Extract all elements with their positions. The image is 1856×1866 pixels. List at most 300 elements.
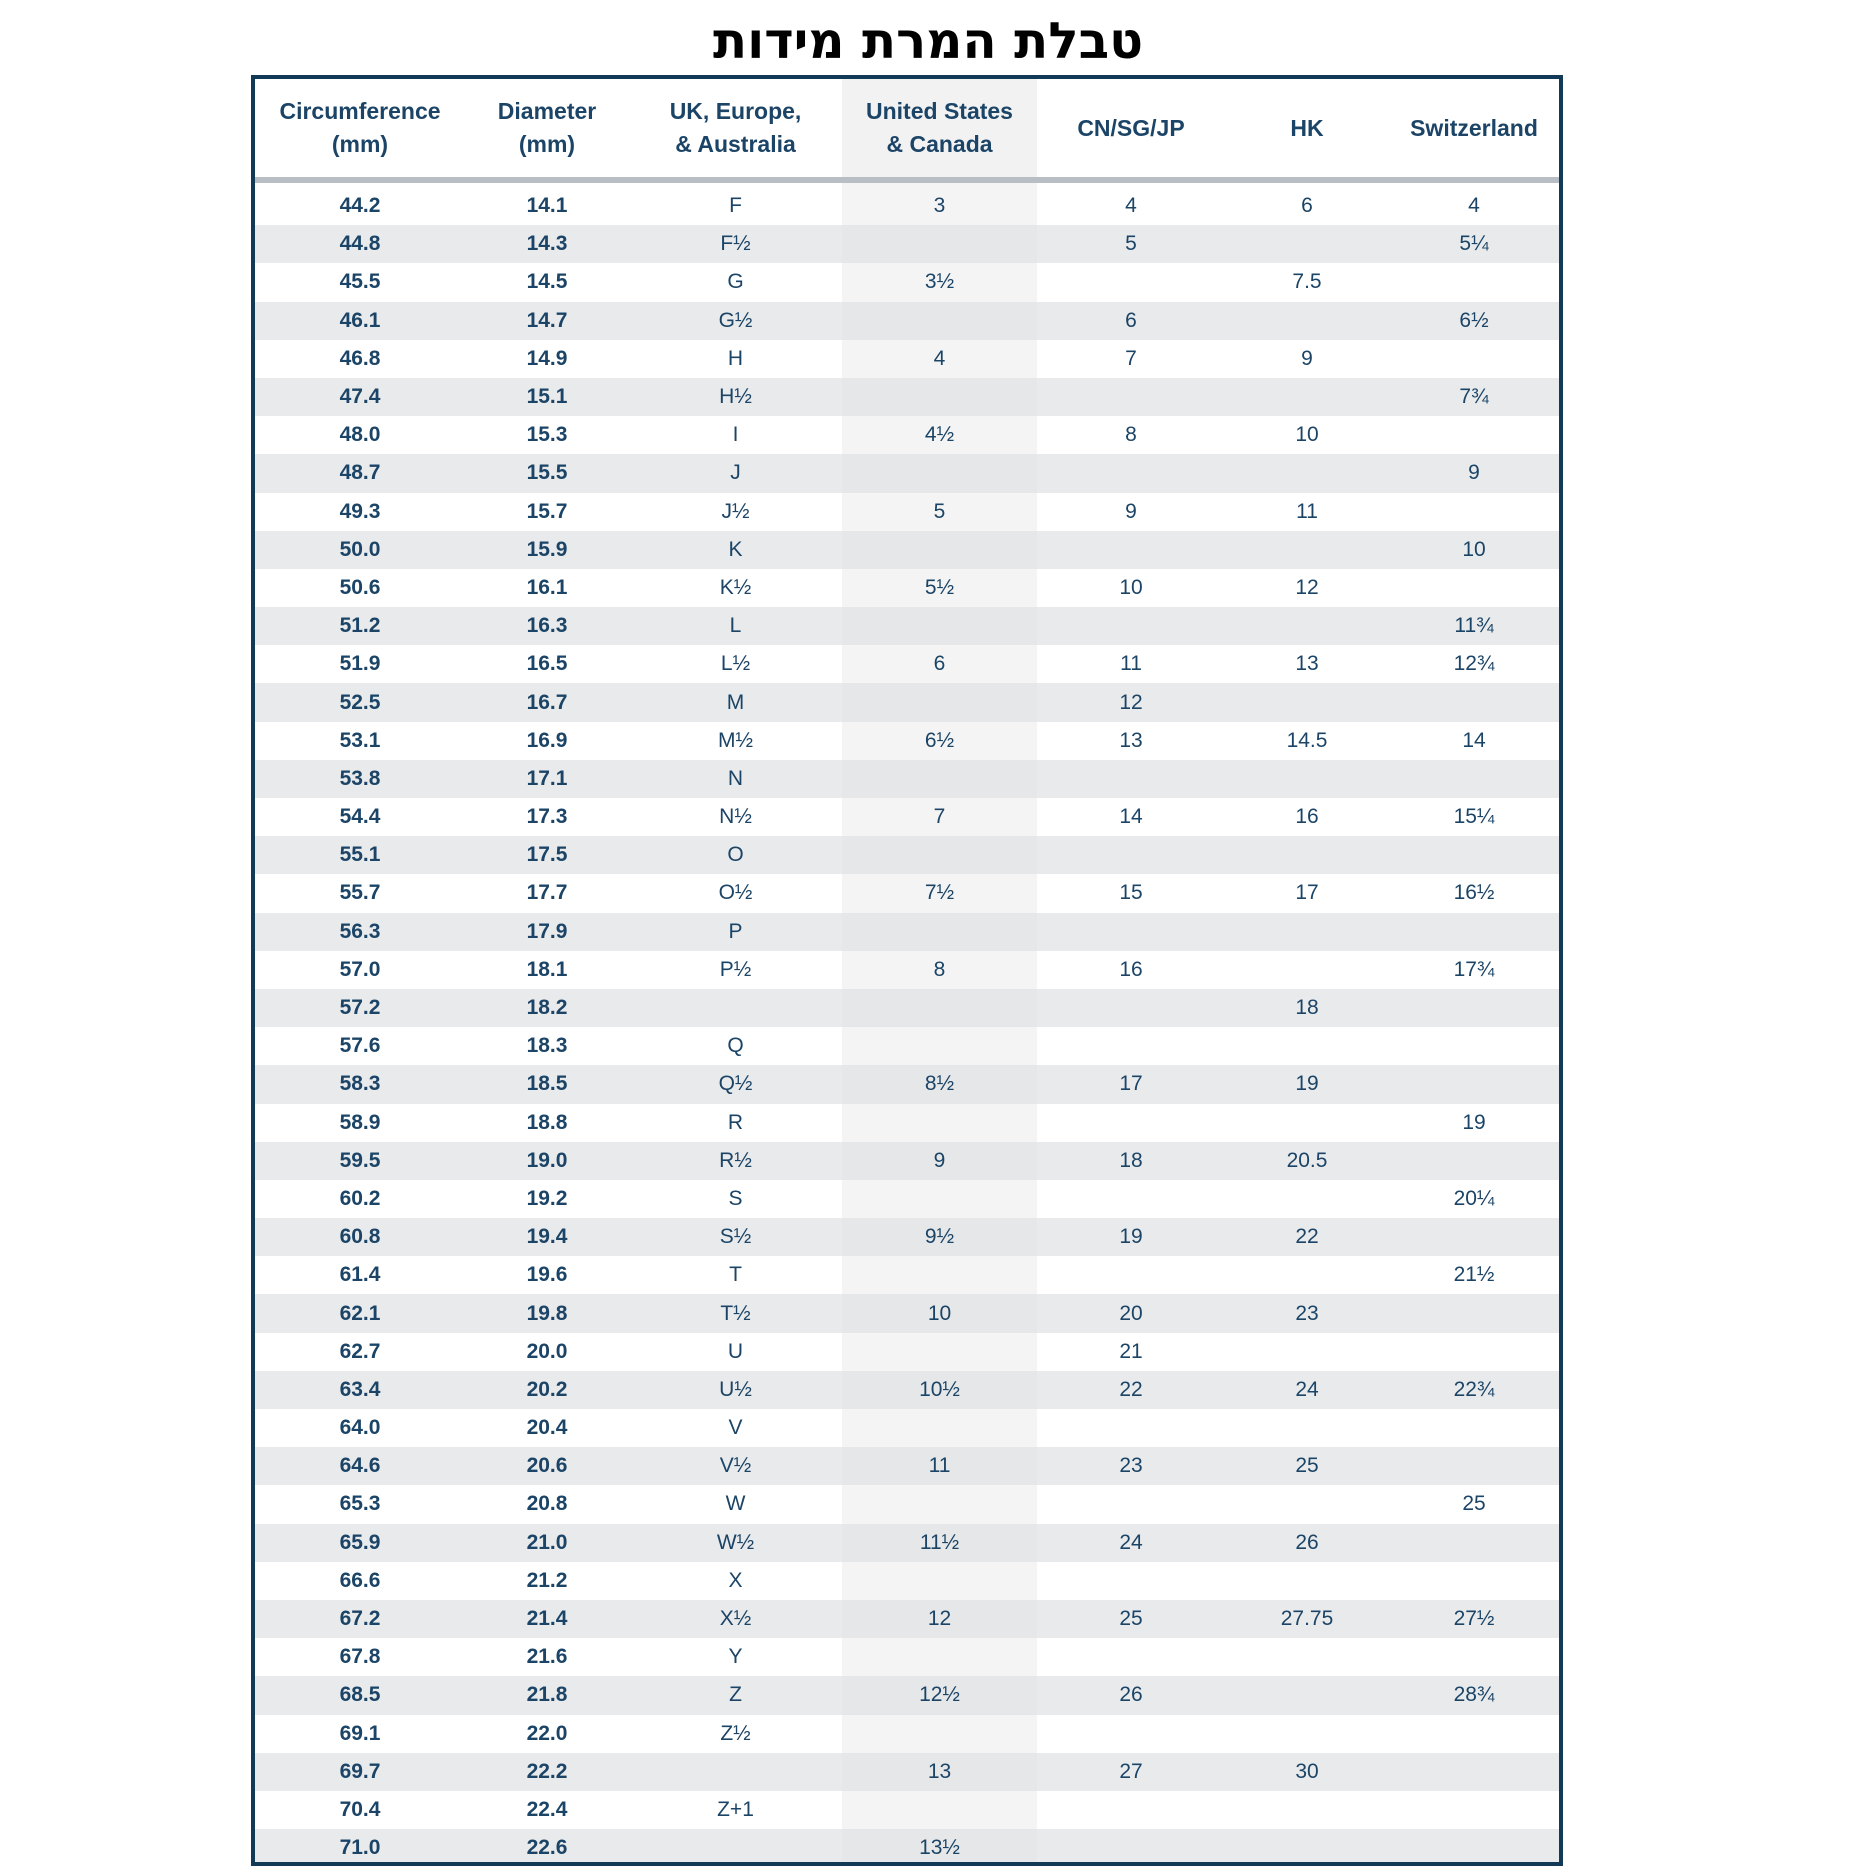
cell-sw: 22¾ bbox=[1389, 1371, 1559, 1409]
cell-hk: 24 bbox=[1225, 1371, 1389, 1409]
cell-uk: J bbox=[629, 454, 842, 492]
cell-sw bbox=[1389, 1715, 1559, 1753]
cell-hk bbox=[1225, 1409, 1389, 1447]
cell-circ: 51.2 bbox=[255, 607, 465, 645]
cell-diam: 18.5 bbox=[465, 1065, 629, 1103]
cell-uk: Z+1 bbox=[629, 1791, 842, 1829]
table-row bbox=[255, 1485, 1559, 1523]
cell-uk: N bbox=[629, 760, 842, 798]
cell-diam: 21.8 bbox=[465, 1676, 629, 1714]
cell-sw bbox=[1389, 1562, 1559, 1600]
table-row bbox=[255, 1104, 1559, 1142]
cell-diam: 18.8 bbox=[465, 1104, 629, 1142]
table-row bbox=[255, 1524, 1559, 1562]
cell-cn: 9 bbox=[1037, 493, 1225, 531]
cell-us bbox=[842, 760, 1037, 798]
cell-sw bbox=[1389, 263, 1559, 301]
cell-hk bbox=[1225, 913, 1389, 951]
cell-us: 12 bbox=[842, 1600, 1037, 1638]
cell-sw bbox=[1389, 1333, 1559, 1371]
cell-uk: P½ bbox=[629, 951, 842, 989]
table-row bbox=[255, 1562, 1559, 1600]
cell-sw bbox=[1389, 989, 1559, 1027]
cell-us: 9 bbox=[842, 1142, 1037, 1180]
cell-diam: 17.9 bbox=[465, 913, 629, 951]
table-row bbox=[255, 378, 1559, 416]
cell-hk bbox=[1225, 225, 1389, 263]
cell-circ: 48.0 bbox=[255, 416, 465, 454]
cell-cn bbox=[1037, 913, 1225, 951]
cell-sw: 16½ bbox=[1389, 874, 1559, 912]
cell-hk: 20.5 bbox=[1225, 1142, 1389, 1180]
cell-cn: 12 bbox=[1037, 683, 1225, 721]
cell-cn bbox=[1037, 1180, 1225, 1218]
table-row bbox=[255, 1600, 1559, 1638]
cell-diam: 20.2 bbox=[465, 1371, 629, 1409]
table-row bbox=[255, 607, 1559, 645]
cell-uk: S½ bbox=[629, 1218, 842, 1256]
cell-cn: 22 bbox=[1037, 1371, 1225, 1409]
cell-uk: X bbox=[629, 1562, 842, 1600]
column-header-line: & Canada bbox=[886, 131, 993, 157]
cell-sw: 27½ bbox=[1389, 1600, 1559, 1638]
table-row bbox=[255, 1753, 1559, 1791]
cell-diam: 18.2 bbox=[465, 989, 629, 1027]
cell-cn bbox=[1037, 607, 1225, 645]
table-row bbox=[255, 951, 1559, 989]
cell-diam: 19.4 bbox=[465, 1218, 629, 1256]
cell-hk bbox=[1225, 1027, 1389, 1065]
cell-us bbox=[842, 454, 1037, 492]
cell-circ: 59.5 bbox=[255, 1142, 465, 1180]
cell-circ: 65.3 bbox=[255, 1485, 465, 1523]
table-row bbox=[255, 836, 1559, 874]
table-row bbox=[255, 493, 1559, 531]
cell-hk bbox=[1225, 607, 1389, 645]
cell-uk: Z½ bbox=[629, 1715, 842, 1753]
cell-us bbox=[842, 1409, 1037, 1447]
cell-uk: O bbox=[629, 836, 842, 874]
cell-cn bbox=[1037, 263, 1225, 301]
cell-uk: R½ bbox=[629, 1142, 842, 1180]
cell-hk bbox=[1225, 1104, 1389, 1142]
table-row bbox=[255, 569, 1559, 607]
cell-us: 10 bbox=[842, 1294, 1037, 1332]
cell-hk bbox=[1225, 951, 1389, 989]
cell-sw bbox=[1389, 836, 1559, 874]
cell-hk bbox=[1225, 1562, 1389, 1600]
cell-diam: 17.7 bbox=[465, 874, 629, 912]
cell-uk: I bbox=[629, 416, 842, 454]
cell-circ: 64.0 bbox=[255, 1409, 465, 1447]
cell-diam: 20.0 bbox=[465, 1333, 629, 1371]
cell-uk: R bbox=[629, 1104, 842, 1142]
cell-uk: O½ bbox=[629, 874, 842, 912]
cell-uk: Y bbox=[629, 1638, 842, 1676]
cell-sw: 12¾ bbox=[1389, 645, 1559, 683]
cell-us bbox=[842, 1180, 1037, 1218]
table-row bbox=[255, 180, 1559, 225]
cell-circ: 47.4 bbox=[255, 378, 465, 416]
cell-hk bbox=[1225, 760, 1389, 798]
table-row bbox=[255, 645, 1559, 683]
cell-us: 7 bbox=[842, 798, 1037, 836]
cell-diam: 14.9 bbox=[465, 340, 629, 378]
cell-hk: 13 bbox=[1225, 645, 1389, 683]
cell-uk: U bbox=[629, 1333, 842, 1371]
cell-circ: 46.8 bbox=[255, 340, 465, 378]
cell-diam: 17.1 bbox=[465, 760, 629, 798]
cell-cn: 21 bbox=[1037, 1333, 1225, 1371]
cell-sw: 5¼ bbox=[1389, 225, 1559, 263]
cell-diam: 16.7 bbox=[465, 683, 629, 721]
cell-hk: 19 bbox=[1225, 1065, 1389, 1103]
cell-hk: 10 bbox=[1225, 416, 1389, 454]
cell-sw: 21½ bbox=[1389, 1256, 1559, 1294]
cell-uk: W½ bbox=[629, 1524, 842, 1562]
table-header bbox=[255, 79, 1559, 180]
table-row bbox=[255, 1791, 1559, 1829]
cell-uk: L½ bbox=[629, 645, 842, 683]
table-row bbox=[255, 1715, 1559, 1753]
table-row bbox=[255, 913, 1559, 951]
cell-diam: 14.3 bbox=[465, 225, 629, 263]
cell-diam: 20.8 bbox=[465, 1485, 629, 1523]
cell-cn: 13 bbox=[1037, 722, 1225, 760]
cell-sw: 17¾ bbox=[1389, 951, 1559, 989]
column-header-line: UK, Europe, bbox=[669, 98, 802, 124]
table-row bbox=[255, 798, 1559, 836]
cell-us: 4 bbox=[842, 340, 1037, 378]
cell-hk bbox=[1225, 1829, 1389, 1866]
cell-sw bbox=[1389, 683, 1559, 721]
cell-us: 11 bbox=[842, 1447, 1037, 1485]
cell-sw: 28¾ bbox=[1389, 1676, 1559, 1714]
cell-hk: 14.5 bbox=[1225, 722, 1389, 760]
cell-diam: 19.8 bbox=[465, 1294, 629, 1332]
cell-diam: 18.1 bbox=[465, 951, 629, 989]
cell-uk: H bbox=[629, 340, 842, 378]
cell-uk: V bbox=[629, 1409, 842, 1447]
cell-circ: 64.6 bbox=[255, 1447, 465, 1485]
cell-uk: T bbox=[629, 1256, 842, 1294]
ring-size-conversion-table bbox=[255, 79, 1559, 1866]
cell-circ: 69.7 bbox=[255, 1753, 465, 1791]
cell-us: 3½ bbox=[842, 263, 1037, 301]
cell-uk: Q½ bbox=[629, 1065, 842, 1103]
cell-us: 8½ bbox=[842, 1065, 1037, 1103]
cell-diam: 16.3 bbox=[465, 607, 629, 645]
cell-diam: 21.2 bbox=[465, 1562, 629, 1600]
cell-cn: 27 bbox=[1037, 1753, 1225, 1791]
column-header-line: Switzerland bbox=[1410, 114, 1538, 141]
cell-circ: 54.4 bbox=[255, 798, 465, 836]
cell-circ: 57.6 bbox=[255, 1027, 465, 1065]
cell-cn bbox=[1037, 1485, 1225, 1523]
cell-hk: 22 bbox=[1225, 1218, 1389, 1256]
cell-sw: 9 bbox=[1389, 454, 1559, 492]
cell-hk bbox=[1225, 1333, 1389, 1371]
cell-uk: U½ bbox=[629, 1371, 842, 1409]
cell-circ: 57.2 bbox=[255, 989, 465, 1027]
cell-cn: 19 bbox=[1037, 1218, 1225, 1256]
table-row bbox=[255, 1829, 1559, 1866]
cell-cn bbox=[1037, 1562, 1225, 1600]
cell-diam: 20.6 bbox=[465, 1447, 629, 1485]
cell-cn bbox=[1037, 760, 1225, 798]
cell-cn bbox=[1037, 1256, 1225, 1294]
cell-diam: 20.4 bbox=[465, 1409, 629, 1447]
cell-us bbox=[842, 1791, 1037, 1829]
cell-sw bbox=[1389, 416, 1559, 454]
table-row bbox=[255, 1333, 1559, 1371]
cell-cn: 7 bbox=[1037, 340, 1225, 378]
cell-sw: 15¼ bbox=[1389, 798, 1559, 836]
cell-uk: M½ bbox=[629, 722, 842, 760]
cell-circ: 45.5 bbox=[255, 263, 465, 301]
cell-circ: 49.3 bbox=[255, 493, 465, 531]
cell-circ: 60.2 bbox=[255, 1180, 465, 1218]
cell-circ: 58.3 bbox=[255, 1065, 465, 1103]
cell-hk bbox=[1225, 1638, 1389, 1676]
cell-diam: 22.0 bbox=[465, 1715, 629, 1753]
cell-diam: 14.1 bbox=[465, 180, 629, 225]
cell-sw: 10 bbox=[1389, 531, 1559, 569]
cell-circ: 53.8 bbox=[255, 760, 465, 798]
cell-circ: 55.1 bbox=[255, 836, 465, 874]
cell-sw: 7¾ bbox=[1389, 378, 1559, 416]
cell-sw: 19 bbox=[1389, 1104, 1559, 1142]
cell-uk: L bbox=[629, 607, 842, 645]
table-row bbox=[255, 1256, 1559, 1294]
cell-hk bbox=[1225, 1485, 1389, 1523]
cell-diam: 19.2 bbox=[465, 1180, 629, 1218]
cell-diam: 21.6 bbox=[465, 1638, 629, 1676]
cell-cn bbox=[1037, 1409, 1225, 1447]
table-body bbox=[255, 180, 1559, 1866]
table-row bbox=[255, 1638, 1559, 1676]
cell-hk bbox=[1225, 1676, 1389, 1714]
table-row bbox=[255, 1218, 1559, 1256]
cell-us: 6½ bbox=[842, 722, 1037, 760]
cell-circ: 44.8 bbox=[255, 225, 465, 263]
cell-circ: 62.1 bbox=[255, 1294, 465, 1332]
cell-circ: 62.7 bbox=[255, 1333, 465, 1371]
cell-us: 7½ bbox=[842, 874, 1037, 912]
column-header-line: HK bbox=[1290, 114, 1324, 141]
cell-us: 12½ bbox=[842, 1676, 1037, 1714]
cell-us bbox=[842, 1104, 1037, 1142]
cell-cn bbox=[1037, 836, 1225, 874]
cell-hk: 12 bbox=[1225, 569, 1389, 607]
cell-cn: 4 bbox=[1037, 180, 1225, 225]
cell-diam: 15.1 bbox=[465, 378, 629, 416]
table-row bbox=[255, 302, 1559, 340]
cell-us bbox=[842, 989, 1037, 1027]
table-row bbox=[255, 989, 1559, 1027]
cell-circ: 66.6 bbox=[255, 1562, 465, 1600]
cell-cn: 20 bbox=[1037, 1294, 1225, 1332]
cell-circ: 55.7 bbox=[255, 874, 465, 912]
cell-uk: P bbox=[629, 913, 842, 951]
cell-us: 4½ bbox=[842, 416, 1037, 454]
cell-uk: V½ bbox=[629, 1447, 842, 1485]
cell-us: 8 bbox=[842, 951, 1037, 989]
cell-sw bbox=[1389, 1447, 1559, 1485]
cell-us bbox=[842, 302, 1037, 340]
table-row bbox=[255, 760, 1559, 798]
cell-us bbox=[842, 1256, 1037, 1294]
cell-sw bbox=[1389, 1218, 1559, 1256]
column-header-line: (mm) bbox=[518, 131, 576, 157]
header-row bbox=[255, 79, 1559, 180]
cell-uk: K½ bbox=[629, 569, 842, 607]
cell-cn bbox=[1037, 1715, 1225, 1753]
cell-diam: 22.2 bbox=[465, 1753, 629, 1791]
cell-us: 13 bbox=[842, 1753, 1037, 1791]
cell-diam: 15.5 bbox=[465, 454, 629, 492]
cell-cn bbox=[1037, 1027, 1225, 1065]
cell-uk: S bbox=[629, 1180, 842, 1218]
cell-cn: 15 bbox=[1037, 874, 1225, 912]
cell-hk bbox=[1225, 1791, 1389, 1829]
cell-cn bbox=[1037, 531, 1225, 569]
cell-cn: 26 bbox=[1037, 1676, 1225, 1714]
cell-sw bbox=[1389, 1791, 1559, 1829]
cell-cn: 10 bbox=[1037, 569, 1225, 607]
cell-diam: 16.5 bbox=[465, 645, 629, 683]
cell-us bbox=[842, 1485, 1037, 1523]
cell-hk: 23 bbox=[1225, 1294, 1389, 1332]
cell-sw bbox=[1389, 1524, 1559, 1562]
cell-sw bbox=[1389, 1409, 1559, 1447]
cell-hk bbox=[1225, 1180, 1389, 1218]
cell-hk bbox=[1225, 1715, 1389, 1753]
cell-uk bbox=[629, 1829, 842, 1866]
cell-us: 9½ bbox=[842, 1218, 1037, 1256]
cell-diam: 16.1 bbox=[465, 569, 629, 607]
cell-uk: Z bbox=[629, 1676, 842, 1714]
cell-circ: 52.5 bbox=[255, 683, 465, 721]
cell-cn bbox=[1037, 1104, 1225, 1142]
cell-cn bbox=[1037, 1791, 1225, 1829]
cell-cn: 23 bbox=[1037, 1447, 1225, 1485]
table-row bbox=[255, 1371, 1559, 1409]
cell-diam: 16.9 bbox=[465, 722, 629, 760]
cell-hk bbox=[1225, 531, 1389, 569]
cell-circ: 58.9 bbox=[255, 1104, 465, 1142]
cell-hk: 25 bbox=[1225, 1447, 1389, 1485]
cell-hk: 26 bbox=[1225, 1524, 1389, 1562]
cell-sw: 6½ bbox=[1389, 302, 1559, 340]
cell-cn bbox=[1037, 1638, 1225, 1676]
cell-cn bbox=[1037, 454, 1225, 492]
cell-sw bbox=[1389, 760, 1559, 798]
cell-sw bbox=[1389, 913, 1559, 951]
cell-hk: 6 bbox=[1225, 180, 1389, 225]
cell-uk: Q bbox=[629, 1027, 842, 1065]
cell-us: 13½ bbox=[842, 1829, 1037, 1866]
cell-uk bbox=[629, 1753, 842, 1791]
column-header-line: Diameter bbox=[497, 98, 597, 124]
table-row bbox=[255, 722, 1559, 760]
column-header-sw bbox=[1389, 79, 1559, 180]
cell-cn: 8 bbox=[1037, 416, 1225, 454]
cell-hk bbox=[1225, 378, 1389, 416]
column-header-circ bbox=[255, 79, 465, 180]
cell-circ: 63.4 bbox=[255, 1371, 465, 1409]
cell-circ: 70.4 bbox=[255, 1791, 465, 1829]
cell-uk: G bbox=[629, 263, 842, 301]
table-row bbox=[255, 683, 1559, 721]
cell-sw bbox=[1389, 340, 1559, 378]
table-row bbox=[255, 263, 1559, 301]
column-header-line: & Australia bbox=[675, 131, 796, 157]
cell-diam: 14.7 bbox=[465, 302, 629, 340]
cell-uk: T½ bbox=[629, 1294, 842, 1332]
cell-cn: 24 bbox=[1037, 1524, 1225, 1562]
cell-uk: F½ bbox=[629, 225, 842, 263]
cell-us bbox=[842, 1562, 1037, 1600]
cell-us bbox=[842, 531, 1037, 569]
cell-circ: 44.2 bbox=[255, 180, 465, 225]
cell-diam: 21.4 bbox=[465, 1600, 629, 1638]
cell-us bbox=[842, 1715, 1037, 1753]
table-row bbox=[255, 340, 1559, 378]
table-row bbox=[255, 225, 1559, 263]
cell-diam: 15.3 bbox=[465, 416, 629, 454]
cell-cn: 5 bbox=[1037, 225, 1225, 263]
table-row bbox=[255, 1180, 1559, 1218]
cell-sw bbox=[1389, 493, 1559, 531]
cell-uk: K bbox=[629, 531, 842, 569]
table-row bbox=[255, 1447, 1559, 1485]
cell-circ: 67.8 bbox=[255, 1638, 465, 1676]
cell-hk: 17 bbox=[1225, 874, 1389, 912]
cell-circ: 46.1 bbox=[255, 302, 465, 340]
cell-circ: 57.0 bbox=[255, 951, 465, 989]
cell-us bbox=[842, 225, 1037, 263]
cell-uk: W bbox=[629, 1485, 842, 1523]
cell-us: 3 bbox=[842, 180, 1037, 225]
cell-diam: 17.3 bbox=[465, 798, 629, 836]
cell-us: 6 bbox=[842, 645, 1037, 683]
table-row bbox=[255, 531, 1559, 569]
cell-circ: 68.5 bbox=[255, 1676, 465, 1714]
cell-us: 5 bbox=[842, 493, 1037, 531]
cell-circ: 56.3 bbox=[255, 913, 465, 951]
column-header-diam bbox=[465, 79, 629, 180]
cell-us: 10½ bbox=[842, 1371, 1037, 1409]
cell-circ: 51.9 bbox=[255, 645, 465, 683]
column-header-line: Circumference bbox=[279, 98, 441, 124]
cell-cn: 16 bbox=[1037, 951, 1225, 989]
cell-cn: 17 bbox=[1037, 1065, 1225, 1103]
cell-hk: 9 bbox=[1225, 340, 1389, 378]
cell-us bbox=[842, 378, 1037, 416]
cell-circ: 67.2 bbox=[255, 1600, 465, 1638]
cell-circ: 50.6 bbox=[255, 569, 465, 607]
cell-sw bbox=[1389, 1638, 1559, 1676]
column-header-line: CN/SG/JP bbox=[1077, 114, 1185, 141]
cell-sw: 25 bbox=[1389, 1485, 1559, 1523]
cell-sw bbox=[1389, 1065, 1559, 1103]
cell-diam: 18.3 bbox=[465, 1027, 629, 1065]
column-header-line: United States bbox=[866, 98, 1013, 124]
cell-cn: 18 bbox=[1037, 1142, 1225, 1180]
column-header-hk bbox=[1225, 79, 1389, 180]
cell-uk: X½ bbox=[629, 1600, 842, 1638]
